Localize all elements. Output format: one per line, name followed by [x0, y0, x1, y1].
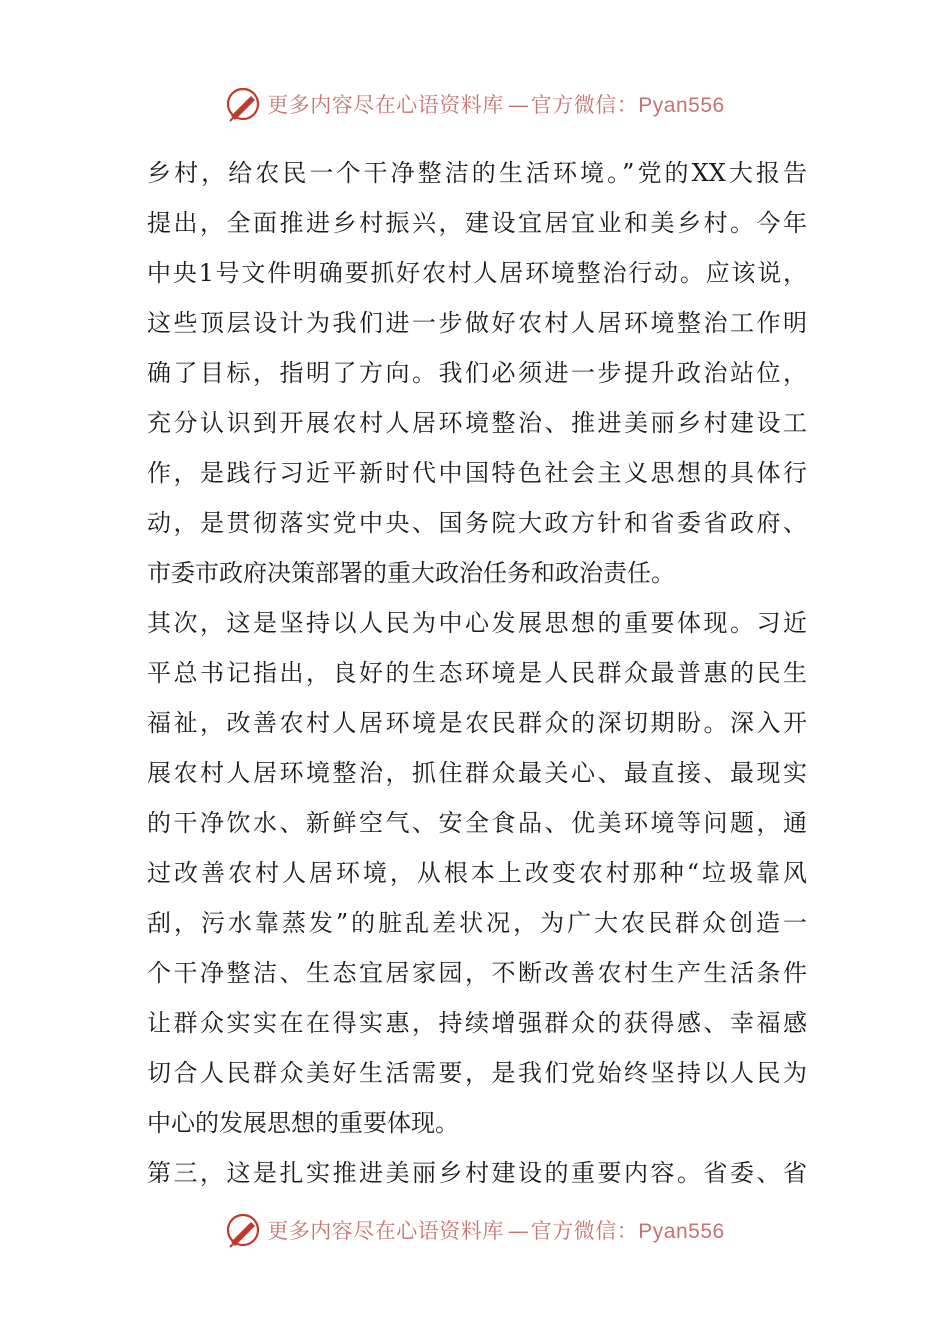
text-line: 这些顶层设计为我们进一步做好农村人居环境整治工作明: [147, 309, 807, 337]
text-line: 展农村人居环境整治，抓住群众最关心、最直接、最现实: [147, 759, 807, 787]
text-line: 的干净饮水、新鲜空气、安全食品、优美环境等问题，通: [147, 809, 807, 837]
watermark-footer: [0, 1210, 950, 1250]
text-line: 充分认识到开展农村人居环境整治、推进美丽乡村建设工: [147, 409, 807, 437]
watermark-header: [0, 84, 950, 124]
text-line: 过改善农村人居环境，从根本上改变农村那种“垃圾靠风: [147, 859, 807, 887]
text-line: 乡村，给农民一个干净整洁的生活环境。”党的XX大报告: [147, 159, 807, 187]
text-line: 让群众实实在在得实惠，持续增强群众的获得感、幸福感: [147, 1009, 807, 1037]
text-line: 动，是贯彻落实党中央、国务院大政方针和省委省政府、: [147, 509, 807, 537]
text-line: 刮，污水靠蒸发”的脏乱差状况，为广大农民群众创造一: [147, 909, 807, 937]
text-line: 个干净整洁、生态宜居家园，不断改善农村生产生活条件: [147, 959, 807, 987]
text-line: 提出，全面推进乡村振兴，建设宜居宜业和美乡村。今年: [147, 209, 807, 237]
watermark-text: 更多内容尽在心语资料库 — 官方微信：Pyan556: [267, 93, 725, 117]
text-line: 中心的发展思想的重要体现。: [147, 1109, 459, 1137]
pen-logo-icon: [225, 86, 261, 122]
text-line: 作，是践行习近平新时代中国特色社会主义思想的具体行: [147, 459, 807, 487]
text-line: 切合人民群众美好生活需要，是我们党始终坚持以人民为: [147, 1059, 807, 1087]
text-line: 确了目标，指明了方向。我们必须进一步提升政治站位，: [147, 359, 807, 387]
text-line: 其次，这是坚持以人民为中心发展思想的重要体现。习近: [147, 609, 807, 637]
text-line: 中央1号文件明确要抓好农村人居环境整治行动。应该说，: [147, 259, 807, 287]
watermark-text: 更多内容尽在心语资料库 — 官方微信：Pyan556: [267, 1219, 725, 1243]
text-line: 市委市政府决策部署的重大政治任务和政治责任。: [147, 559, 675, 587]
text-line: 平总书记指出，良好的生态环境是人民群众最普惠的民生: [147, 659, 807, 687]
pen-logo-icon: [225, 1212, 261, 1248]
text-line: 第三，这是扎实推进美丽乡村建设的重要内容。省委、省: [147, 1159, 807, 1187]
document-body: [147, 148, 807, 1198]
text-line: 福祉，改善农村人居环境是农民群众的深切期盼。深入开: [147, 709, 807, 737]
